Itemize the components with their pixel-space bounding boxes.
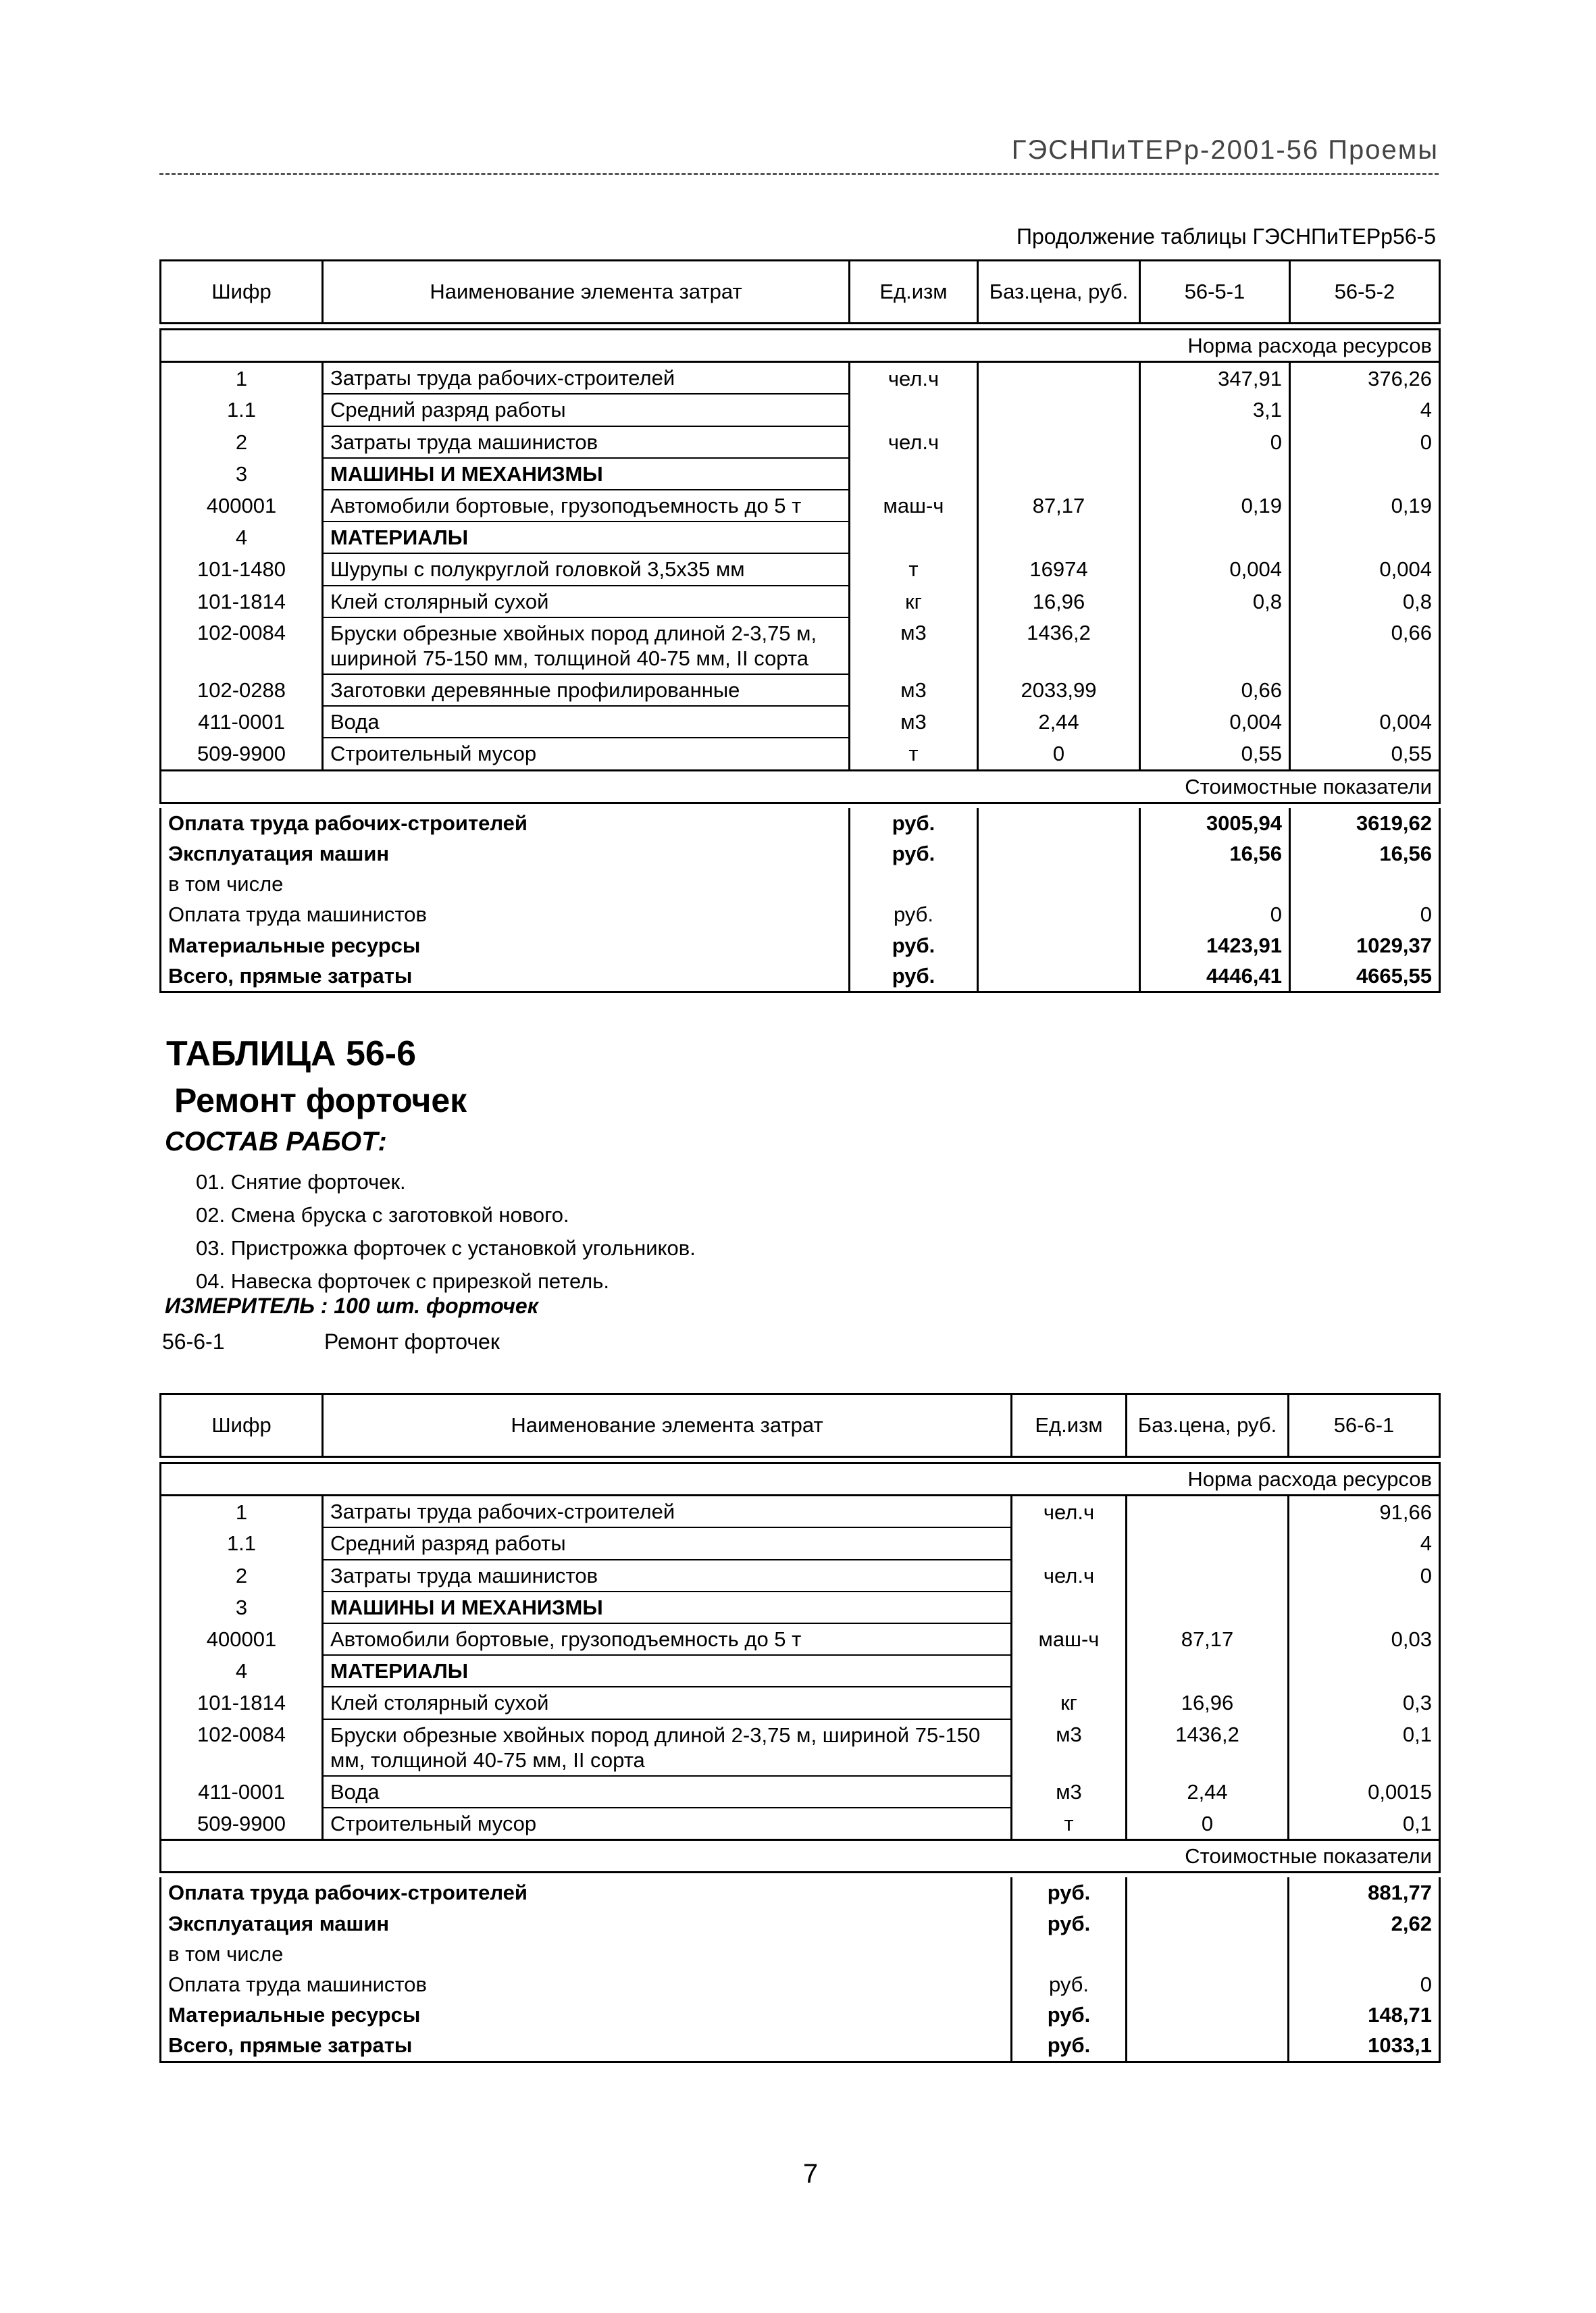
cell-code: 400001 [161, 1623, 323, 1655]
summary-label: Всего, прямые затраты [161, 961, 850, 992]
header-rule [159, 173, 1439, 175]
work-step: 04. Навеска форточек с прирезкой петель. [196, 1269, 610, 1293]
col-header-name: Наименование элемента затрат [323, 1394, 1012, 1457]
summary-row [161, 869, 1440, 899]
cell-value-1: 0,1 [1289, 1719, 1440, 1776]
cell-value-1: 0,1 [1289, 1808, 1440, 1840]
summary-body [161, 1877, 1440, 2062]
cell-price: 0 [1127, 1808, 1289, 1840]
cell-value-1: 3,1 [1140, 394, 1290, 426]
cell-code: 411-0001 [161, 706, 323, 738]
table-continuation-caption: Продолжение таблицы ГЭСНПиТЕРр56-5 [1016, 224, 1436, 249]
table-row [161, 1527, 1440, 1559]
cell-price: 2033,99 [978, 674, 1140, 706]
summary-row [161, 899, 1440, 930]
table-row [161, 362, 1440, 395]
table-row [161, 1623, 1440, 1655]
cell-code: 101-1814 [161, 586, 323, 617]
cell-unit: т [1012, 1808, 1127, 1840]
table-row [161, 1496, 1440, 1528]
summary-value-1: 1033,1 [1289, 2030, 1440, 2062]
cell-unit: кг [850, 586, 978, 617]
cell-price: 87,17 [1127, 1623, 1289, 1655]
cell-price: 87,17 [978, 490, 1140, 522]
summary-value-2: 0 [1290, 899, 1440, 930]
section-row-norm [161, 330, 1440, 362]
running-title: ГЭСНПиТЕРр-2001-56 Проемы [1011, 135, 1439, 165]
summary-label: Оплата труда рабочих-строителей [161, 808, 850, 838]
table-row [161, 706, 1440, 738]
cell-value-1: 0,19 [1140, 490, 1290, 522]
table-row [161, 458, 1440, 490]
cell-value-2: 4 [1290, 394, 1440, 426]
page-number: 7 [802, 2159, 819, 2189]
cell-name: Затраты труда рабочих-строителей [323, 1496, 1012, 1528]
summary-unit: руб. [1012, 2000, 1127, 2030]
summary-row [161, 1877, 1440, 1908]
summary-label: Материальные ресурсы [161, 2000, 1012, 2030]
cell-value-1 [1140, 458, 1290, 490]
summary-unit [850, 869, 978, 899]
summary-label: Материальные ресурсы [161, 930, 850, 961]
cell-value-2: 0,004 [1290, 706, 1440, 738]
cell-name: Заготовки деревянные профилированные [323, 674, 850, 706]
table-row [161, 617, 1440, 674]
cell-unit: чел.ч [850, 426, 978, 458]
summary-value-1: 148,71 [1289, 2000, 1440, 2030]
col-header-code: Шифр [161, 261, 323, 324]
cell-price [1127, 1496, 1289, 1528]
summary-value-1: 0 [1289, 1969, 1440, 2000]
cell-code: 400001 [161, 490, 323, 522]
cell-value-2 [1290, 522, 1440, 553]
subsection-code: 56-6-1 [162, 1329, 225, 1354]
summary-unit: руб. [1012, 1969, 1127, 2000]
cell-name: Бруски обрезные хвойных пород длиной 2-3,75 м, шириной 75-150 мм, толщиной 40-75 мм, II сорта [323, 617, 850, 674]
cell-unit: чел.ч [1012, 1560, 1127, 1592]
section-row-norm [161, 1463, 1440, 1496]
summary-value-1: 4446,41 [1140, 961, 1290, 992]
cell-value-1: 0,004 [1140, 706, 1290, 738]
cell-value-2 [1290, 458, 1440, 490]
table-row [161, 394, 1440, 426]
cell-name: Строительный мусор [323, 1808, 1012, 1840]
cell-value-1 [1140, 617, 1290, 674]
cell-value-2: 376,26 [1290, 362, 1440, 395]
table-row [161, 1808, 1440, 1840]
col-header-56-6-1: 56-6-1 [1289, 1394, 1440, 1457]
cell-name: Бруски обрезные хвойных пород длиной 2-3,75 м, шириной 75-150 мм, толщиной 40-75 мм, II сорта [323, 1719, 1012, 1776]
table-row [161, 1687, 1440, 1719]
summary-value-2: 3619,62 [1290, 808, 1440, 838]
col-header-code: Шифр [161, 1394, 323, 1457]
section-row-cost [161, 770, 1440, 803]
table-header-row [161, 1394, 1440, 1457]
summary-row [161, 838, 1440, 869]
cell-code: 102-0084 [161, 617, 323, 674]
cell-value-1: 0 [1289, 1560, 1440, 1592]
cell-value-1: 0,03 [1289, 1623, 1440, 1655]
cell-price [1127, 1560, 1289, 1592]
section-label: Норма расхода ресурсов [161, 1463, 1440, 1496]
work-step: 03. Пристрожка форточек с установкой угольников. [196, 1236, 696, 1260]
table-row [161, 1592, 1440, 1623]
summary-unit: руб. [850, 808, 978, 838]
cell-price [978, 458, 1140, 490]
summary-label: Эксплуатация машин [161, 1908, 1012, 1939]
cell-price: 2,44 [978, 706, 1140, 738]
table-row [161, 1719, 1440, 1776]
col-header-name: Наименование элемента затрат [323, 261, 850, 324]
cell-value-1: 0 [1140, 426, 1290, 458]
section-label: Стоимостные показатели [161, 1840, 1440, 1873]
col-header-price: Баз.цена, руб. [1127, 1394, 1289, 1457]
cell-code: 411-0001 [161, 1776, 323, 1808]
summary-unit [1012, 1939, 1127, 1969]
cell-unit: м3 [850, 706, 978, 738]
summary-value-1 [1140, 869, 1290, 899]
cell-unit: м3 [850, 617, 978, 674]
table-row [161, 490, 1440, 522]
cell-price: 16,96 [1127, 1687, 1289, 1719]
cell-name: Клей столярный сухой [323, 1687, 1012, 1719]
cell-code: 509-9900 [161, 1808, 323, 1840]
cell-price [1127, 1527, 1289, 1559]
work-step: 01. Снятие форточек. [196, 1170, 406, 1194]
summary-unit: руб. [1012, 1908, 1127, 1939]
cell-price: 1436,2 [978, 617, 1140, 674]
table-row [161, 1776, 1440, 1808]
cell-code: 102-0288 [161, 674, 323, 706]
table-row [161, 738, 1440, 770]
cell-value-1: 347,91 [1140, 362, 1290, 395]
cell-name: Затраты труда машинистов [323, 426, 850, 458]
section-title: Ремонт форточек [174, 1082, 467, 1119]
summary-label: Оплата труда рабочих-строителей [161, 1877, 1012, 1908]
summary-label: в том числе [161, 869, 850, 899]
cell-name: Вода [323, 706, 850, 738]
cell-code: 1 [161, 1496, 323, 1528]
cell-value-1: 0,0015 [1289, 1776, 1440, 1808]
cell-value-1: 4 [1289, 1527, 1440, 1559]
cell-unit: м3 [1012, 1719, 1127, 1776]
cell-value-2: 0,19 [1290, 490, 1440, 522]
summary-row [161, 2000, 1440, 2030]
cell-name: Автомобили бортовые, грузоподъемность до 5 т [323, 490, 850, 522]
summary-label: Оплата труда машинистов [161, 1969, 1012, 2000]
cell-unit: маш-ч [1012, 1623, 1127, 1655]
cell-value-2: 0,66 [1290, 617, 1440, 674]
section-row-cost [161, 1840, 1440, 1873]
col-header-56-5-2: 56-5-2 [1290, 261, 1440, 324]
cell-price: 16,96 [978, 586, 1140, 617]
cell-unit [1012, 1655, 1127, 1687]
cell-code: 2 [161, 1560, 323, 1592]
cell-value-2: 0,8 [1290, 586, 1440, 617]
cell-name: Затраты труда рабочих-строителей [323, 362, 850, 395]
cell-code: 1.1 [161, 394, 323, 426]
cell-value-2 [1290, 674, 1440, 706]
summary-row [161, 2030, 1440, 2062]
cell-name: МАТЕРИАЛЫ [323, 522, 850, 553]
cell-price: 2,44 [1127, 1776, 1289, 1808]
cell-code: 4 [161, 522, 323, 553]
cell-name: МАШИНЫ И МЕХАНИЗМЫ [323, 1592, 1012, 1623]
cell-name: Вода [323, 1776, 1012, 1808]
cell-unit: т [850, 738, 978, 770]
cell-code: 101-1814 [161, 1687, 323, 1719]
cell-code: 3 [161, 1592, 323, 1623]
summary-label: Оплата труда машинистов [161, 899, 850, 930]
cell-price [978, 362, 1140, 395]
cell-unit: м3 [850, 674, 978, 706]
cell-unit [850, 394, 978, 426]
summary-value-2: 16,56 [1290, 838, 1440, 869]
summary-value-1: 3005,94 [1140, 808, 1290, 838]
cell-price: 1436,2 [1127, 1719, 1289, 1776]
table-row [161, 522, 1440, 553]
table-row [161, 553, 1440, 585]
cell-name: МАШИНЫ И МЕХАНИЗМЫ [323, 458, 850, 490]
cell-value-1: 0,66 [1140, 674, 1290, 706]
cell-name: Клей столярный сухой [323, 586, 850, 617]
cell-name: Средний разряд работы [323, 394, 850, 426]
cell-code: 509-9900 [161, 738, 323, 770]
cell-price: 16974 [978, 553, 1140, 585]
table-row [161, 586, 1440, 617]
cell-value-1: 0,8 [1140, 586, 1290, 617]
summary-unit: руб. [850, 899, 978, 930]
col-header-unit: Ед.изм [1012, 1394, 1127, 1457]
summary-value-2 [1290, 869, 1440, 899]
table-row [161, 426, 1440, 458]
cell-value-2: 0 [1290, 426, 1440, 458]
resource-table-56-6 [159, 1393, 1441, 2063]
summary-row [161, 1969, 1440, 2000]
table-row [161, 1560, 1440, 1592]
cell-code: 1 [161, 362, 323, 395]
summary-unit: руб. [1012, 2030, 1127, 2062]
cell-price [1127, 1655, 1289, 1687]
cell-value-1 [1289, 1655, 1440, 1687]
cell-price [978, 394, 1140, 426]
cell-unit [850, 458, 978, 490]
cell-code: 4 [161, 1655, 323, 1687]
summary-row [161, 1908, 1440, 1939]
table-body [161, 1496, 1440, 1840]
cell-name: Шурупы с полукруглой головкой 3,5х35 мм [323, 553, 850, 585]
table-heading: ТАБЛИЦА 56-6 [166, 1034, 417, 1073]
summary-row [161, 1939, 1440, 1969]
cell-name: Автомобили бортовые, грузоподъемность до 5 т [323, 1623, 1012, 1655]
cell-unit [1012, 1527, 1127, 1559]
summary-value-1: 881,77 [1289, 1877, 1440, 1908]
work-composition-heading: СОСТАВ РАБОТ: [165, 1127, 387, 1156]
cell-name: Средний разряд работы [323, 1527, 1012, 1559]
summary-value-2: 4665,55 [1290, 961, 1440, 992]
summary-value-1: 0 [1140, 899, 1290, 930]
col-header-56-5-1: 56-5-1 [1140, 261, 1290, 324]
summary-unit: руб. [850, 838, 978, 869]
cell-value-1 [1289, 1592, 1440, 1623]
summary-value-1: 1423,91 [1140, 930, 1290, 961]
cell-price [978, 522, 1140, 553]
measurement-unit: ИЗМЕРИТЕЛЬ : 100 шт. форточек [165, 1294, 538, 1318]
col-header-price: Баз.цена, руб. [978, 261, 1140, 324]
cell-code: 2 [161, 426, 323, 458]
cell-unit: м3 [1012, 1776, 1127, 1808]
summary-value-1: 2,62 [1289, 1908, 1440, 1939]
cell-value-1: 0,3 [1289, 1687, 1440, 1719]
cell-unit: чел.ч [1012, 1496, 1127, 1528]
work-steps-list [196, 1165, 696, 1298]
cell-name: Строительный мусор [323, 738, 850, 770]
cell-unit: кг [1012, 1687, 1127, 1719]
subsection-name: Ремонт форточек [324, 1329, 500, 1354]
cell-value-1: 0,004 [1140, 553, 1290, 585]
summary-unit: руб. [850, 930, 978, 961]
cell-name: МАТЕРИАЛЫ [323, 1655, 1012, 1687]
table-row [161, 674, 1440, 706]
cell-code: 102-0084 [161, 1719, 323, 1776]
summary-value-1: 16,56 [1140, 838, 1290, 869]
cell-value-1: 0,55 [1140, 738, 1290, 770]
summary-row [161, 808, 1440, 838]
resource-table-56-5 [159, 259, 1441, 993]
summary-unit: руб. [850, 961, 978, 992]
summary-row [161, 961, 1440, 992]
table-header-row [161, 261, 1440, 324]
cell-code: 1.1 [161, 1527, 323, 1559]
cell-unit: маш-ч [850, 490, 978, 522]
cell-code: 3 [161, 458, 323, 490]
cell-code: 101-1480 [161, 553, 323, 585]
section-label: Стоимостные показатели [161, 770, 1440, 803]
summary-value-2: 1029,37 [1290, 930, 1440, 961]
cell-price [978, 426, 1140, 458]
cell-value-1: 91,66 [1289, 1496, 1440, 1528]
summary-label: Всего, прямые затраты [161, 2030, 1012, 2062]
col-header-unit: Ед.изм [850, 261, 978, 324]
cell-unit [850, 522, 978, 553]
cell-value-1 [1140, 522, 1290, 553]
cell-price: 0 [978, 738, 1140, 770]
summary-unit: руб. [1012, 1877, 1127, 1908]
section-label: Норма расхода ресурсов [161, 330, 1440, 362]
table-row [161, 1655, 1440, 1687]
summary-row [161, 930, 1440, 961]
cell-unit [1012, 1592, 1127, 1623]
summary-label: Эксплуатация машин [161, 838, 850, 869]
cell-value-2: 0,004 [1290, 553, 1440, 585]
work-step: 02. Смена бруска с заготовкой нового. [196, 1203, 569, 1227]
cell-unit: т [850, 553, 978, 585]
cell-price [1127, 1592, 1289, 1623]
summary-label: в том числе [161, 1939, 1012, 1969]
cell-unit: чел.ч [850, 362, 978, 395]
cell-value-2: 0,55 [1290, 738, 1440, 770]
table-body [161, 362, 1440, 770]
cell-name: Затраты труда машинистов [323, 1560, 1012, 1592]
summary-value-1 [1289, 1939, 1440, 1969]
summary-body [161, 808, 1440, 992]
